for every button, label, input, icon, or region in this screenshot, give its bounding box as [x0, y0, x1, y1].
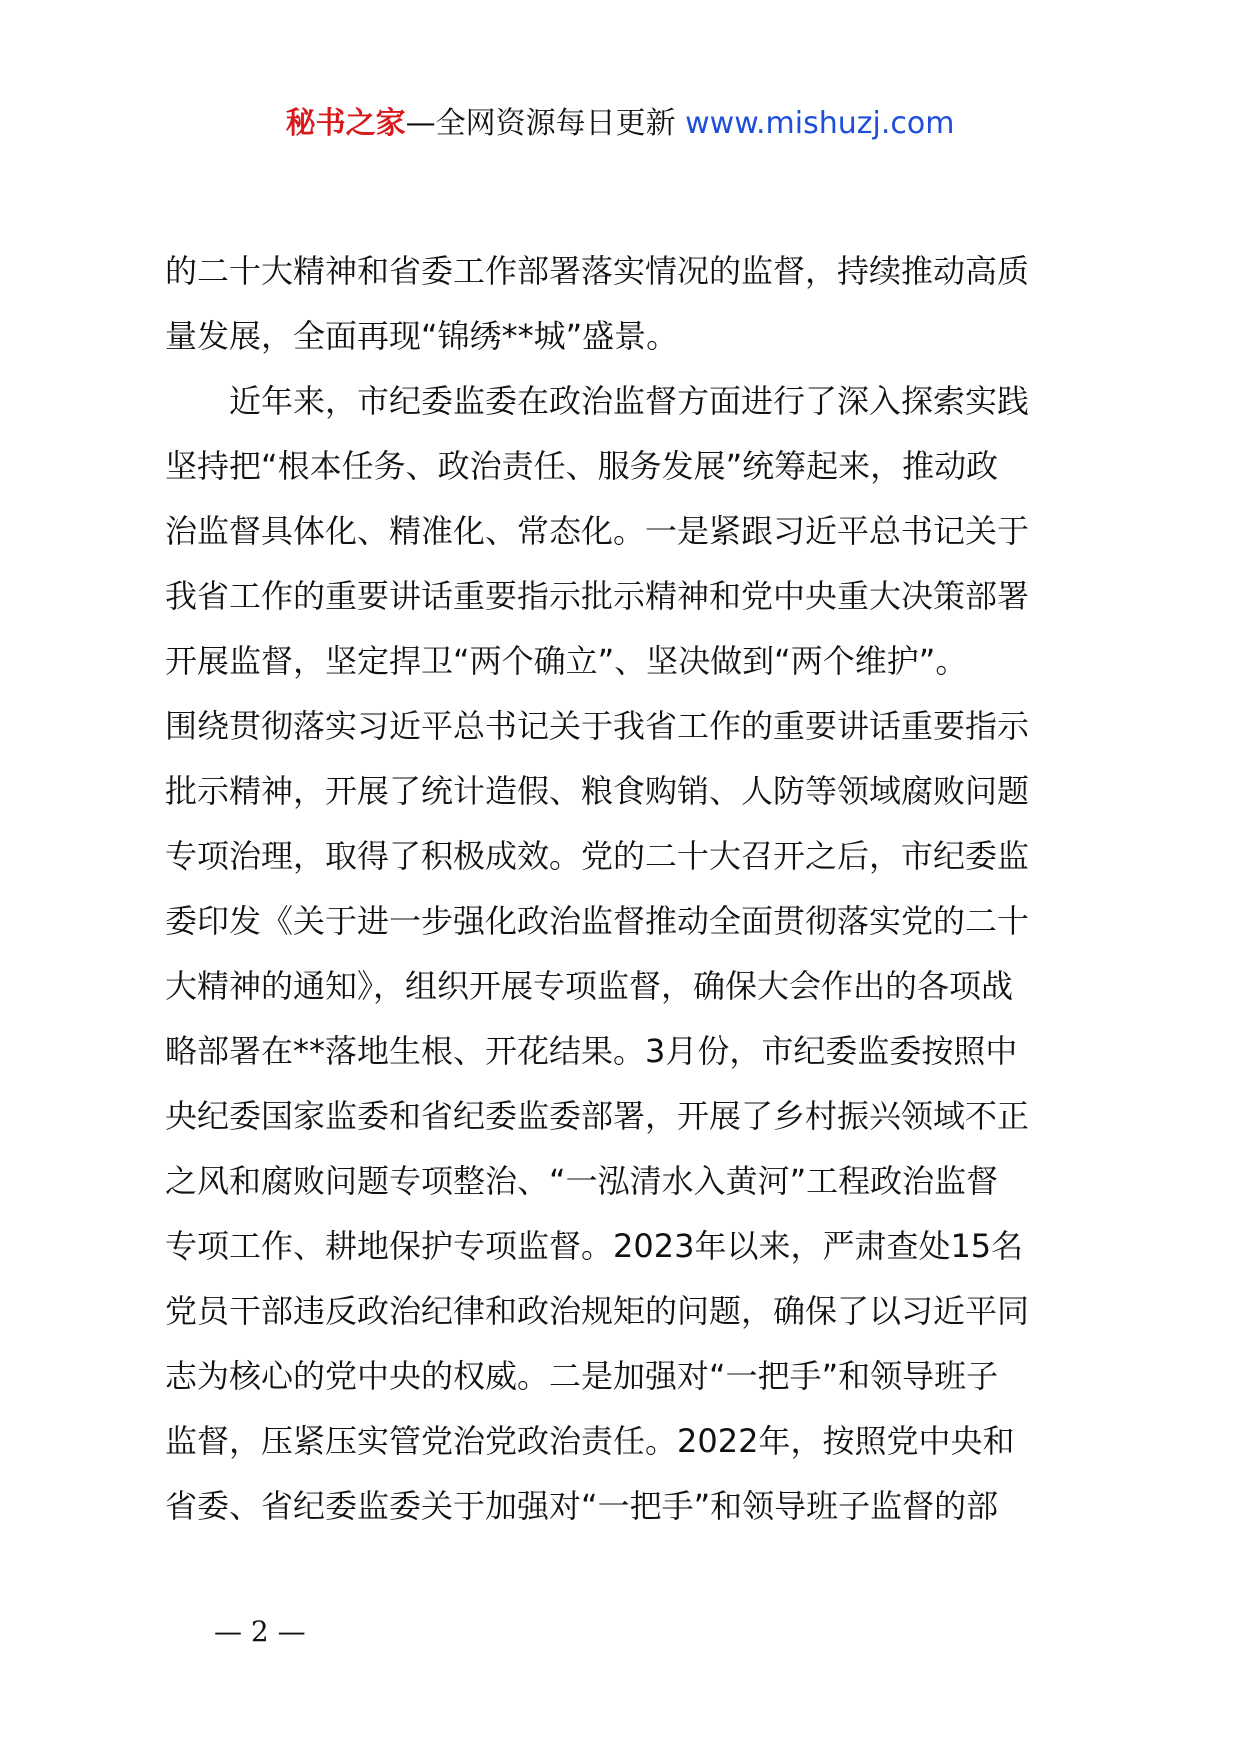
text-line: 批示精神，开展了统计造假、粮食购销、人防等领域腐败问题: [165, 772, 1030, 810]
text-line: 的二十大精神和省委工作部署落实情况的监督，持续推动高质: [165, 252, 1030, 290]
text-line: 之风和腐败问题专项整治、“一泓清水入黄河”工程政治监督: [165, 1162, 999, 1200]
text-line: 大精神的通知》，组织开展专项监督，确保大会作出的各项战: [165, 967, 1014, 1005]
site-tagline: —全网资源每日更新: [405, 106, 676, 141]
text-line: 略部署在**落地生根、开花结果。3月份，市纪委监委按照中: [165, 1032, 1018, 1070]
text-line: 专项治理，取得了积极成效。党的二十大召开之后，市纪委监: [165, 837, 1030, 875]
site-url-link[interactable]: www.mishuzj.com: [685, 106, 955, 141]
text-line: 省委、省纪委监委关于加强对“一把手”和领导班子监督的部: [165, 1487, 999, 1525]
text-line: 党员干部违反政治纪律和政治规矩的问题，确保了以习近平同: [165, 1292, 1030, 1330]
page-number: — 2 —: [214, 1615, 306, 1648]
text-line: 围绕贯彻落实习近平总书记关于我省工作的重要讲话重要指示: [165, 707, 1030, 745]
paragraph-start-line: 近年来，市纪委监委在政治监督方面进行了深入探索实践: [229, 382, 1030, 420]
text-line: 开展监督，坚定捍卫“两个确立”、坚决做到“两个维护”。: [165, 642, 968, 680]
document-body: [165, 239, 1095, 1539]
text-line: 我省工作的重要讲话重要指示批示精神和党中央重大决策部署: [165, 577, 1030, 615]
text-line: 量发展，全面再现“锦绣**城”盛景。: [165, 317, 679, 355]
text-line: 监督，压紧压实管党治党政治责任。2022年，按照党中央和: [165, 1422, 1015, 1460]
text-line: 委印发《关于进一步强化政治监督推动全面贯彻落实党的二十: [165, 902, 1030, 940]
text-line: 央纪委国家监委和省纪委监委部署，开展了乡村振兴领域不正: [165, 1097, 1030, 1135]
text-line: 志为核心的党中央的权威。二是加强对“一把手”和领导班子: [165, 1357, 999, 1395]
site-brand: 秘书之家: [285, 106, 406, 141]
text-line: 专项工作、耕地保护专项监督。2023年以来，严肃查处15名: [165, 1227, 1024, 1265]
site-header: [0, 100, 1240, 148]
text-line: 坚持把“根本任务、政治责任、服务发展”统筹起来，推动政: [165, 447, 999, 485]
text-line: 治监督具体化、精准化、常态化。一是紧跟习近平总书记关于: [165, 512, 1030, 550]
